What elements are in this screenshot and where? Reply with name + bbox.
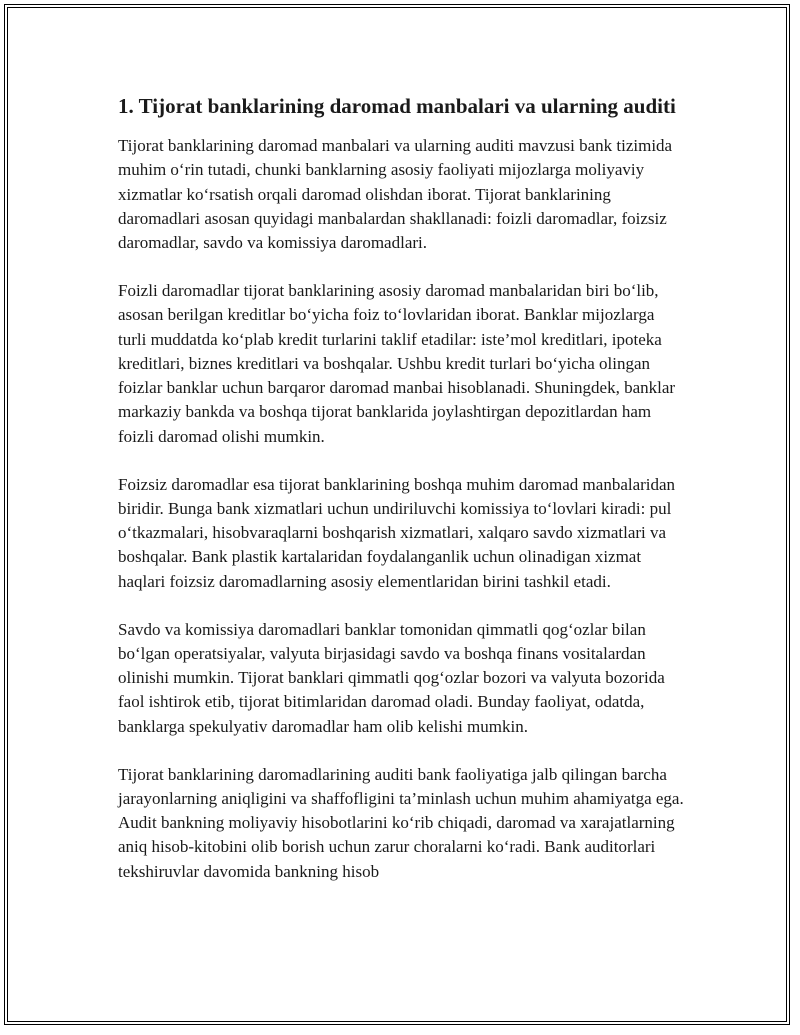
paragraph-non-interest-income: Foizsiz daromadlar esa tijorat banklarining boshqa muhim daromad manbalaridan biridir. Bunga bank xizmatlari uchun undiriluvchi komissiya to‘lovlari kiradi: pul o‘tkazmalari, hisobvaraqlarni boshqarish xizmatlari, xalqaro savdo xizmatlari va boshqalar. Bank plastik kartalaridan foydalanganlik uchun olinadigan xizmat haqlari foizsiz daromadlarning asosiy elementlaridan birini tashkil etadi.: [118, 474, 676, 591]
paragraph-intro: Tijorat banklarining daromad manbalari va ularning auditi mavzusi bank tizimida muhim o‘rin tutadi, chunki banklarning asosiy faoliyati mijozlarga moliyaviy xizmatlar ko‘rsatish orqali daromad olishdan iborat. Tijorat banklarining daromadlari asosan quyidagi manbalardan shakllanadi: foizli daromadlar, foizsiz daromadlar, savdo va komissiya daromadlari.: [118, 136, 673, 253]
document-title: 1. Tijorat banklarining daromad manbalari va ularning auditi: [118, 94, 676, 118]
document-body: [118, 92, 684, 908]
paragraph-interest-income: Foizli daromadlar tijorat banklarining asosiy daromad manbalaridan biri bo‘lib, asosan berilgan kreditlar bo‘yicha foiz to‘lovlaridan iborat. Banklar mijozlarga turli muddatda ko‘plab kredit turlarini taklif etadilar: iste’mol kreditlari, ipoteka kreditlari, biznes kreditlari va boshqalar. Ushbu kredit turlari bo‘yicha olingan foizlar banklar uchun barqaror daromad manbai hisoblanadi. Shuningdek, banklar markaziy bankda va boshqa tijorat banklarida joylashtirgan depozitlardan ham foizli daromad olishi mumkin.: [118, 280, 676, 446]
paragraph-trading-income: Savdo va komissiya daromadlari banklar tomonidan qimmatli qog‘ozlar bilan bo‘lgan operatsiyalar, valyuta birjasidagi savdo va boshqa finans vositalardan olinishi mumkin. Tijorat banklari qimmatli qog‘ozlar bozori va valyuta bozorida faol ishtirok etib, tijorat bitimlaridan daromad oladi. Bunday faoliyat, odatda, banklarga spekulyativ daromadlar ham olib kelishi mumkin.: [118, 619, 665, 736]
paragraph-audit: Tijorat banklarining daromadlarining auditi bank faoliyatiga jalb qilingan barcha jarayonlarning aniqligini va shaffofligini ta’minlash uchun muhim ahamiyatga ega. Audit bankning moliyaviy hisobotlarini ko‘rib chiqadi, daromad va xarajatlarning aniq hisob-kitobini olib borish uchun zarur choralarni ko‘radi. Bank auditorlari tekshiruvlar davomida bankning hisob: [118, 764, 684, 881]
